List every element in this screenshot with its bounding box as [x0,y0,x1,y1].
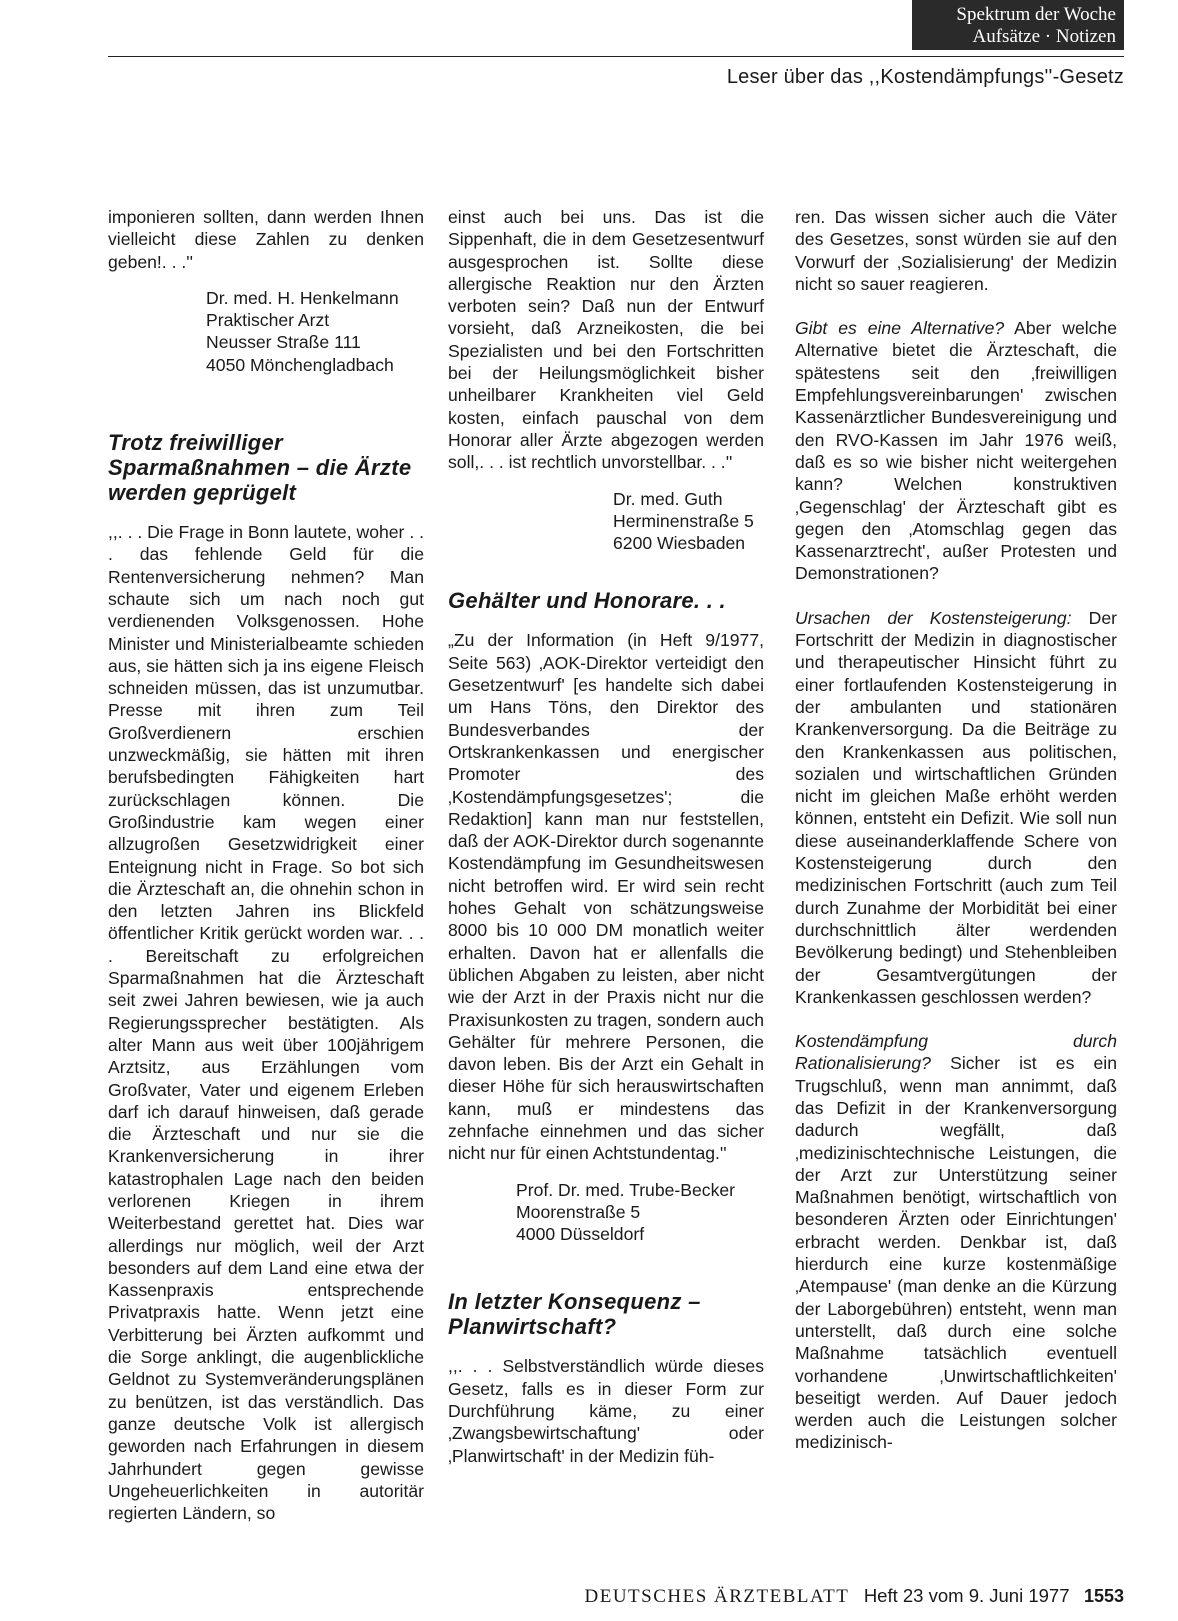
signature-line: Neusser Straße 111 [206,332,361,353]
paragraph-alternative [795,317,1117,585]
text-alternative: Aber welche Alternative bietet die Ärzteschaft, die spätestens seit den ‚freiwilligen Empfehlungsvereinbarungen' zwischen Kassenärztlicher Bundesvereinigung und den RVO-Kassen im Jahr 1976 weiß, daß es so wie bisher nicht weitergehen kann? Welchen konstruktiven ‚Gegenschlag' der Ärzteschaft gibt es gegen den ‚Atomschlag gegen das Kassenarztrecht', außer Protesten und Demonstrationen? [795,318,1117,584]
page-topic: Leser über das ,,Kostendämpfungs''-Gesetz [726,66,1124,88]
signature-line: Moorenstraße 5 [516,1201,641,1222]
signature-line: 4050 Mönchengladbach [206,354,394,375]
page-number: 1553 [1083,1586,1124,1606]
lead-alternative: Gibt es eine Alternative? [795,318,1005,339]
issue-info: Heft 23 vom 9. Juni 1977 [863,1585,1070,1606]
signature-line: Dr. med. Guth [613,488,723,509]
signature-trube-becker [448,1179,764,1246]
paragraph-ursachen [795,607,1117,1008]
column-2 [448,206,764,1467]
section-badge-line2: Aufsätze · Notizen [972,26,1116,47]
heading-gehaelter: Gehälter und Honorare. . . [448,588,726,614]
letter-trotz-body: ,,. . . Die Frage in Bonn lautete, woher . . . das fehlende Geld für die Rentenversicherung nehmen? Man schaute sich um nach noch gut verdienenden Volksgenossen. Hohe Minister und Ministerialbeamte schieden aus, sie hätten sich ja ins eigene Fleisch schneiden müssen, das ist unzumutbar. Presse mit ihren zum Teil Großverdienern erschien unzweckmäßig, sie hätten mit ihren berufsbedingten Fähigkeiten hart zurückschlagen können. Die Großindustrie kam wegen einer allzugroßen Gesetzwidrigkeit einer Enteignung nicht in Frage. So bot sich die Ärzteschaft an, die ohnehin schon in den letzten Jahren ins Blickfeld öffentlicher Kritik gerückt worden war. . . . Bereitschaft zu erfolgreichen Sparmaßnahmen hat die Ärzteschaft seit zwei Jahren bewiesen, wie ja auch Regierungssprecher bestätigten. Als alter Mann aus weit über 100jährigem Arztsitz, aus Erzählungen vom Großvater, Vater und eigenem Erleben darf ich darauf hinweisen, daß gerade die Ärzteschaft und nur sie die Krankenversicherung in ihrer katastrophalen Lage nach den beiden verlorenen Kriegen in ihrem Weiterbestand gerettet hat. Dies war allerdings nur möglich, weil der Arzt besonders auf dem Land eine etwa der Kassenpraxis entsprechende Privatpraxis hatte. Wenn jetzt eine Verbitterung bei Ärzten aufkommt und die Sorge anklingt, die augenblickliche Geldnot zu Systemveränderungsplänen zu benützen, ist das verständlich. Das ganze deutsche Volk ist allergisch geworden nach Erfahrungen in diesem Jahrhundert gegen gewisse Ungeheuerlichkeiten in autoritär regierten Ländern, so [108,522,424,1524]
signature-line: 4000 Düsseldorf [516,1224,645,1245]
signature-line: Herminenstraße 5 [613,510,754,531]
text-ursachen: Der Fortschritt der Medizin in diagnostischer und therapeutischer Hinsicht führt zu einer fortlaufenden Kostensteigerung in der ambulanten und stationären Krankenversorgung. Da die Beiträge zu den Krankenkassen aus politischen, sozialen und wirtschaftlichen Gründen nicht im gleichen Maße erhöht werden können, entsteht ein Defizit. Wie soll nun diese auseinanderklaffende Schere von Kostensteigerung durch den medizinischen Fortschritt (auch zum Teil durch Zunahme der Morbidität bei einer durchschnittlich älter werdenden Bevölkerung bedingt) und Stehenbleiben der Gesamtvergütungen der Krankenkassen geschlossen werden? [795,607,1117,1007]
signature-guth [448,488,764,555]
heading-konsequenz: In letzter Konsequenz – Planwirtschaft? [448,1289,701,1340]
letter-gehaelter-body: „Zu der Information (in Heft 9/1977, Seite 563) ‚AOK-Direktor verteidigt den Gesetzentwurf' [es handelte sich dabei um Hans Töns, den Direktor des Bundesverbandes der Ortskrankenkassen und energischer Promoter des ‚Kostendämpfungsgesetzes'; die Redaktion] kann man nur feststellen, daß der AOK-Direktor durch sogenannte Kostendämpfung im Gesundheitswesen nicht betroffen wird. Er wird sein recht hohes Gehalt von schätzungsweise 8000 bis 10 000 DM monatlich weiter erhalten. Davon hat er allenfalls die üblichen Abgaben zu leisten, aber nicht wie der Arzt in der Praxis nicht nur die Praxisunkosten zu tragen, sondern auch Gehälter für mehrere Personen, die davon leben. Bis der Arzt ein Gehalt in dieser Höhe für sich herauswirtschaften kann, muß er mindestens das zehnfache einnehmen und das sicher nicht nur für einen Achtstundentag.'' [448,630,764,1164]
section-badge [912,0,1124,50]
signature-line: Praktischer Arzt [206,310,330,331]
text-rationalisierung: Sicher ist es ein Trugschluß, wenn man annimmt, daß das Defizit in der Krankenversorgung dadurch wegfällt, daß ‚medizinischtechnische Leistungen, die der Arzt zur Unterstützung seiner Maßnahmen benötigt, wirtschaftlich von besonderen Ärzten oder Einrichtungen' erbracht werden. Denkbar ist, daß hierdurch eine kurze kostenmäßige ‚Atempause' (man denke an die Kürzung der Laborgebühren) entsteht, wenn man unterstellt, daß durch eine solche Maßnahme tatsächlich eventuell vorhandene ‚Unwirtschaftlichkeiten' beseitigt werden. Auf Dauer jedoch werden auch die Leistungen solcher medizinisch- [795,1053,1117,1453]
signature-henkelmann [108,287,424,376]
header-rule [108,56,1124,57]
signature-line: Dr. med. H. Henkelmann [206,287,399,308]
section-badge-line1: Spektrum der Woche [956,4,1116,25]
lead-ursachen: Ursachen der Kostensteigerung: [795,607,1072,628]
letter-konsequenz-body: ,,. . . Selbstverständlich würde dieses Gesetz, falls es in dieser Form zur Durchführung käme, zu einer ‚Zwangsbewirtschaftung' oder ‚Planwirtschaft' in der Medizin füh- [448,1356,764,1466]
signature-line: Prof. Dr. med. Trube-Becker [516,1179,736,1200]
column-1 [108,206,424,1524]
page-footer [585,1585,1125,1608]
letter-guth-end: einst auch bei uns. Das ist die Sippenhaft, die in dem Gesetzesentwurf ausgesprochen ist. Sollte diese allergische Reaktion nur den Ärzten verboten sein? Daß nun der Entwurf vorsieht, daß Arzneikosten, die bei Spezialisten und bei den Fortschritten bei der Heilungsmöglichkeit bisher unheilbarer Krankheiten viel Geld kosten, einfach pauschal von dem Honorar aller Ärzte abgezogen werden soll,. . . ist rechtlich unvorstellbar. . .'' [448,207,764,473]
lead-rationalisierung: Kostendämpfung durch Rationalisierung? [795,1031,1117,1074]
letter-konsequenz-cont: ren. Das wissen sicher auch die Väter des Gesetzes, sonst würden sie auf den Vorwurf der ‚Sozialisierung' der Medizin nicht so sauer reagieren. [795,207,1117,294]
journal-name: DEUTSCHES ÄRZTEBLATT [584,1586,850,1607]
paragraph-rationalisierung [795,1030,1117,1454]
letter-henkelmann-end: imponieren sollten, dann werden Ihnen vielleicht diese Zahlen zu denken geben!. . .'' [108,207,424,272]
signature-line: 6200 Wiesbaden [613,533,746,554]
heading-trotz-freiwilliger: Trotz freiwilliger Sparmaßnahmen – die Ärzte werden geprügelt [108,430,412,506]
column-3 [795,206,1117,1454]
